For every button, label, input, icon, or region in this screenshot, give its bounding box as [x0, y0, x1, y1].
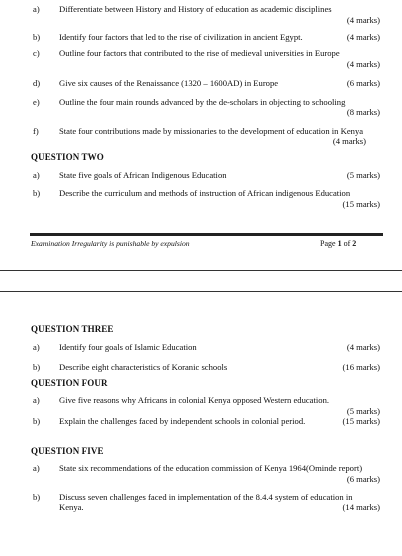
item-marks: (4 marks) [346, 59, 380, 69]
question-two-heading: QUESTION TWO [31, 152, 104, 162]
item-text: Identify four factors that led to the rise of civilization in ancient Egypt. [59, 32, 303, 42]
item-label: b) [33, 492, 41, 502]
item-text: Describe the curriculum and methods of instruction of African indigenous Education [59, 188, 351, 198]
footer-notice: Examination Irregularity is punishable by expulsion [31, 239, 190, 248]
item-text: Outline the four main rounds advanced by the de-scholars in objecting to schooling [59, 97, 346, 107]
item-text: Discuss seven challenges faced in implementation of the 8.4.4 system of education in [59, 492, 353, 502]
item-label: b) [33, 188, 41, 198]
item-text: Describe eight characteristics of Koranic schools [59, 362, 228, 372]
item-label: a) [33, 170, 40, 180]
item-marks: (8 marks) [346, 107, 380, 117]
footer-rule [30, 233, 383, 236]
item-marks: (4 marks) [346, 15, 380, 25]
item-text: State six recommendations of the education commission of Kenya 1964(Ominde report) [59, 463, 363, 473]
item-marks: (6 marks) [346, 474, 380, 484]
question-three-heading: QUESTION THREE [31, 324, 114, 334]
item-label: b) [33, 32, 41, 42]
item-marks: (6 marks) [346, 78, 380, 88]
item-label: b) [33, 416, 41, 426]
item-marks: (15 marks) [342, 199, 380, 209]
item-text: Explain the challenges faced by independent schools in colonial period. [59, 416, 306, 426]
item-text: Identify four goals of Islamic Education [59, 342, 197, 352]
item-text: Differentiate between History and History of education as academic disciplines [59, 4, 332, 14]
item-marks: (15 marks) [342, 416, 380, 426]
item-text: State four contributions made by missionaries to the development of education in Kenya [59, 126, 364, 136]
item-label: e) [33, 97, 40, 107]
item-label: a) [33, 4, 40, 14]
item-text: Give five reasons why Africans in colonial Kenya opposed Western education. [59, 395, 330, 405]
item-marks: (16 marks) [342, 362, 380, 372]
item-label: f) [33, 126, 39, 136]
question-four-heading: QUESTION FOUR [31, 378, 108, 388]
item-label: a) [33, 395, 40, 405]
item-label: b) [33, 362, 41, 372]
item-marks: (14 marks) [342, 502, 380, 512]
question-five-heading: QUESTION FIVE [31, 446, 104, 456]
item-marks: (4 marks) [346, 342, 380, 352]
item-label: d) [33, 78, 41, 88]
item-label: c) [33, 48, 40, 58]
item-marks: (4 marks) [346, 32, 380, 42]
item-marks: (5 marks) [346, 170, 380, 180]
item-label: a) [33, 342, 40, 352]
item-marks: (5 marks) [346, 406, 380, 416]
item-marks: (4 marks) [332, 136, 366, 146]
item-label: a) [33, 463, 40, 473]
item-text-continued: Kenya. [59, 502, 84, 512]
item-text: State five goals of African Indigenous Education [59, 170, 227, 180]
item-text: Outline four factors that contributed to the rise of medieval universities in Europe [59, 48, 340, 58]
page-break-line [0, 270, 402, 271]
item-text: Give six causes of the Renaissance (1320 – 1600AD) in Europe [59, 78, 279, 88]
page-break-line [0, 291, 402, 292]
page-number: Page 1 of 2 [320, 239, 357, 248]
